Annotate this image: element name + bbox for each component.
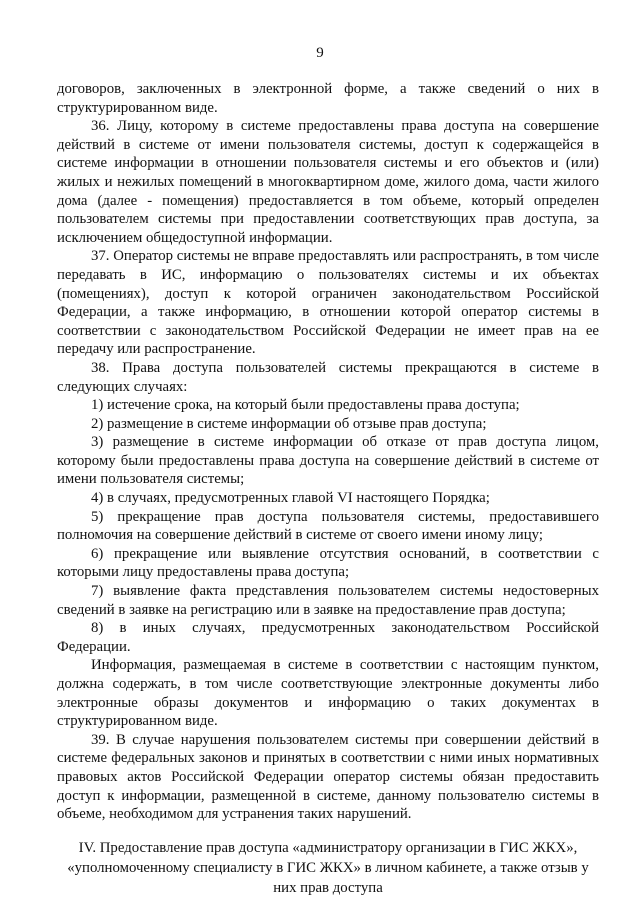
list-item-5: 5) прекращение прав доступа пользователя системы, предоставившего полномочия на совершение действий в системе от своего имени иному лицу; [57, 508, 599, 544]
paragraph-37: 37. Оператор системы не вправе предоставлять или распространять, в том числе передавать в ИС, информацию о пользователях системы и их объектах (помещениях), доступ к которой ограничен законодательством Российской Федерации, а также информацию, в отношении которой оператор системы в соответствии с законодательством Российской Федерации не имеет прав на ее передачу или распространение. [57, 248, 599, 358]
list-item-1: 1) истечение срока, на который были предоставлены права доступа; [91, 397, 520, 414]
list-item-7: 7) выявление факта представления пользователем системы недостоверных сведений в заявке на регистрацию или в заявке на предоставление прав доступа; [57, 583, 599, 618]
paragraph-38: 38. Права доступа пользователей системы прекращаются в системе в следующих случаях: [57, 359, 599, 395]
paragraph-information: Информация, размещаемая в системе в соответствии с настоящим пунктом, должна содержать, в том числе соответствующие электронные документы либо электронные образы документов и информацию о таких документах в структурированном виде. [57, 657, 599, 730]
paragraph-36: 36. Лицу, которому в системе предоставлены права доступа на совершение действий в системе от имени пользователя системы, доступ к содержащейся в системе информации в отношении пользователя системы и его объектов и (или) жилых и нежилых помещений в многоквартирном доме, жилого дома, части жилого дома (далее - помещения) предоставляется в том объеме, который определен пользователем системы при предоставлении соответствующих прав доступа, за исключением общедоступной информации. [57, 118, 599, 246]
list-item-6: 6) прекращение или выявление отсутствия оснований, в соответствии с которыми лицу предоставлены права доступа; [57, 545, 599, 581]
paragraph-continuation: договоров, заключенных в электронной форме, а также сведений о них в структурированном виде. [57, 81, 599, 116]
document-body [57, 80, 599, 898]
list-item-2: 2) размещение в системе информации об отзыве прав доступа; [91, 415, 487, 432]
section-title: IV. Предоставление прав доступа «администратору организации в ГИС ЖКХ», «уполномоченному специалисту в ГИС ЖКХ» в личном кабинете, а также отзыв у них прав доступа [67, 839, 589, 896]
page-number: 9 [316, 45, 324, 61]
list-item-8: 8) в иных случаях, предусмотренных законодательством Российской Федерации. [57, 620, 599, 655]
paragraph-39: 39. В случае нарушения пользователем системы при совершении действий в системе федеральных законов и принятых в соответствии с ними иных нормативных правовых актов Российской Федерации оператор системы обязан предоставить доступ к информации, размещенной в системе, данному пользователю системы в объеме, необходимом для устранения таких нарушений. [57, 731, 599, 823]
list-item-3: 3) размещение в системе информации об отказе от прав доступа лицом, которому были предоставлены права доступа на совершение действий в системе от имени пользователя системы; [57, 434, 599, 488]
list-item-4: 4) в случаях, предусмотренных главой VI настоящего Порядка; [91, 490, 490, 507]
